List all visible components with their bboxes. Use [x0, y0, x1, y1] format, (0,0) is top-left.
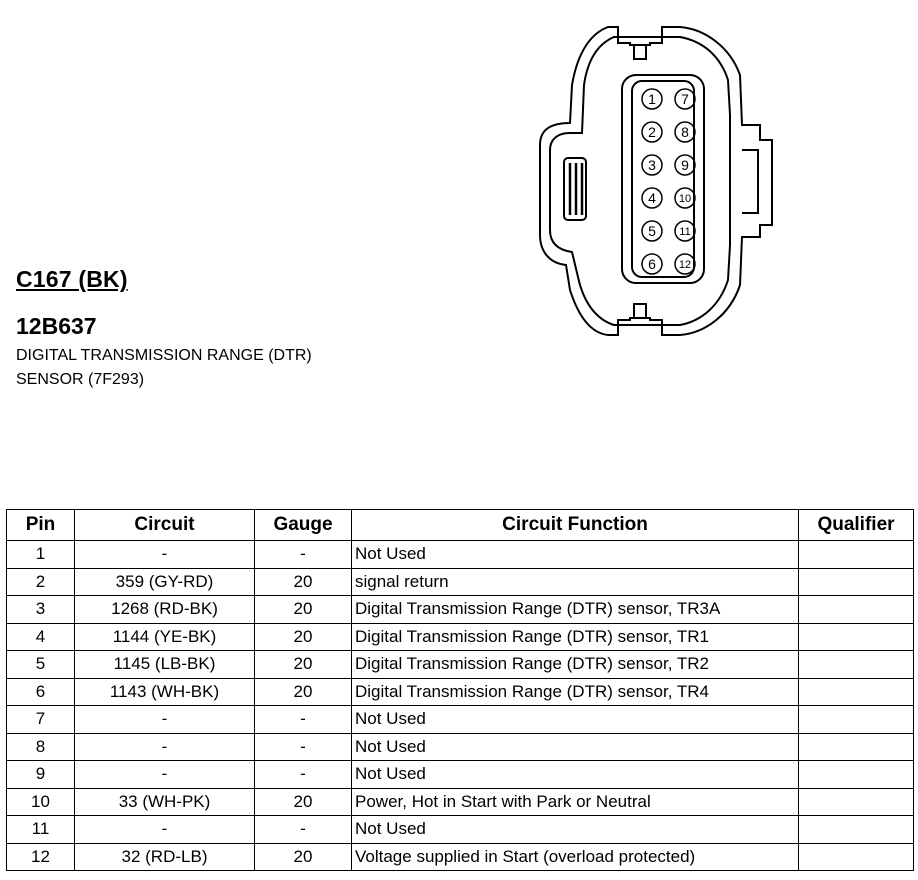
connector-right-key [742, 150, 758, 213]
header-gauge: Gauge [255, 510, 352, 541]
cell-gauge: - [255, 706, 352, 734]
cell-qualifier [799, 761, 914, 789]
cell-pin: 10 [7, 788, 75, 816]
cell-pin: 11 [7, 816, 75, 844]
pin-8 [675, 122, 695, 142]
pin-12 [675, 254, 695, 274]
cell-qualifier [799, 843, 914, 871]
cell-circuit: 1268 (RD-BK) [75, 596, 255, 624]
connector-description-line2: SENSOR (7F293) [16, 371, 145, 388]
svg-text:4: 4 [648, 190, 656, 206]
svg-text:7: 7 [681, 91, 689, 107]
table-row [7, 651, 914, 679]
svg-text:6: 6 [648, 256, 656, 272]
table-row [7, 816, 914, 844]
connector-face-diagram [530, 15, 790, 345]
cell-circuit: 359 (GY-RD) [75, 568, 255, 596]
cell-pin: 3 [7, 596, 75, 624]
cell-qualifier [799, 596, 914, 624]
table-row [7, 568, 914, 596]
svg-text:2: 2 [648, 124, 656, 140]
header-pin: Pin [7, 510, 75, 541]
cell-function: Voltage supplied in Start (overload protected) [352, 843, 799, 871]
cell-gauge: - [255, 761, 352, 789]
svg-text:8: 8 [681, 124, 689, 140]
table-row [7, 596, 914, 624]
cell-qualifier [799, 706, 914, 734]
cell-pin: 5 [7, 651, 75, 679]
svg-text:11: 11 [679, 226, 691, 238]
cell-qualifier [799, 568, 914, 596]
cell-function: Not Used [352, 541, 799, 569]
cell-gauge: - [255, 816, 352, 844]
table-row [7, 541, 914, 569]
pin-7 [675, 89, 695, 109]
cell-qualifier [799, 788, 914, 816]
table-row [7, 843, 914, 871]
cell-gauge: 20 [255, 651, 352, 679]
cell-gauge: - [255, 541, 352, 569]
cell-gauge: 20 [255, 568, 352, 596]
cell-function: Not Used [352, 706, 799, 734]
svg-text:12: 12 [678, 259, 692, 271]
table-row [7, 678, 914, 706]
cell-qualifier [799, 733, 914, 761]
cell-function: signal return [352, 568, 799, 596]
cell-gauge: 20 [255, 678, 352, 706]
cell-pin: 12 [7, 843, 75, 871]
pin-9 [675, 155, 695, 175]
header-circuit-function: Circuit Function [352, 510, 799, 541]
cell-circuit: - [75, 541, 255, 569]
pin-6 [642, 254, 662, 274]
connector-description-line1: DIGITAL TRANSMISSION RANGE (DTR) [16, 347, 312, 364]
cell-circuit: - [75, 816, 255, 844]
table-row [7, 761, 914, 789]
table-row [7, 706, 914, 734]
cell-gauge: 20 [255, 623, 352, 651]
cell-qualifier [799, 651, 914, 679]
pin-11 [675, 221, 695, 241]
cell-circuit: - [75, 761, 255, 789]
pin-cavity-window-inner [632, 81, 694, 277]
pin-circuit-table [6, 509, 914, 871]
cell-pin: 8 [7, 733, 75, 761]
cell-function: Not Used [352, 816, 799, 844]
pin-1 [642, 89, 662, 109]
cell-circuit: 32 (RD-LB) [75, 843, 255, 871]
cell-function: Digital Transmission Range (DTR) sensor, TR3A [352, 596, 799, 624]
cell-pin: 9 [7, 761, 75, 789]
header-qualifier: Qualifier [799, 510, 914, 541]
cell-function: Digital Transmission Range (DTR) sensor, TR2 [352, 651, 799, 679]
top-notch [634, 45, 646, 59]
cell-function: Not Used [352, 761, 799, 789]
svg-text:5: 5 [648, 223, 656, 239]
cell-gauge: 20 [255, 843, 352, 871]
pin-2 [642, 122, 662, 142]
pin-4 [642, 188, 662, 208]
cell-gauge: 20 [255, 596, 352, 624]
cell-qualifier [799, 623, 914, 651]
svg-text:10: 10 [678, 193, 692, 205]
header-circuit: Circuit [75, 510, 255, 541]
cell-pin: 4 [7, 623, 75, 651]
cell-function: Digital Transmission Range (DTR) sensor, TR1 [352, 623, 799, 651]
cell-circuit: - [75, 706, 255, 734]
cell-gauge: 20 [255, 788, 352, 816]
cell-circuit: 33 (WH-PK) [75, 788, 255, 816]
cell-circuit: 1145 (LB-BK) [75, 651, 255, 679]
cell-function: Not Used [352, 733, 799, 761]
cell-gauge: - [255, 733, 352, 761]
cell-pin: 1 [7, 541, 75, 569]
cell-qualifier [799, 541, 914, 569]
cell-pin: 7 [7, 706, 75, 734]
cell-function: Digital Transmission Range (DTR) sensor, TR4 [352, 678, 799, 706]
cell-pin: 2 [7, 568, 75, 596]
table-row [7, 623, 914, 651]
cell-qualifier [799, 816, 914, 844]
cell-circuit: 1144 (YE-BK) [75, 623, 255, 651]
svg-text:1: 1 [648, 91, 656, 107]
table-row [7, 733, 914, 761]
connector-id: C167 (BK) [16, 266, 128, 292]
table-header-row [7, 510, 914, 541]
part-number: 12B637 [16, 313, 97, 339]
cell-function: Power, Hot in Start with Park or Neutral [352, 788, 799, 816]
cell-circuit: 1143 (WH-BK) [75, 678, 255, 706]
svg-text:3: 3 [648, 157, 656, 173]
svg-text:9: 9 [681, 157, 689, 173]
pin-5 [642, 221, 662, 241]
cell-qualifier [799, 678, 914, 706]
latch-grip-lines [570, 163, 582, 215]
pin-3 [642, 155, 662, 175]
table-row [7, 788, 914, 816]
cell-pin: 6 [7, 678, 75, 706]
bottom-notch [634, 304, 646, 318]
cell-circuit: - [75, 733, 255, 761]
pin-10 [675, 188, 695, 208]
